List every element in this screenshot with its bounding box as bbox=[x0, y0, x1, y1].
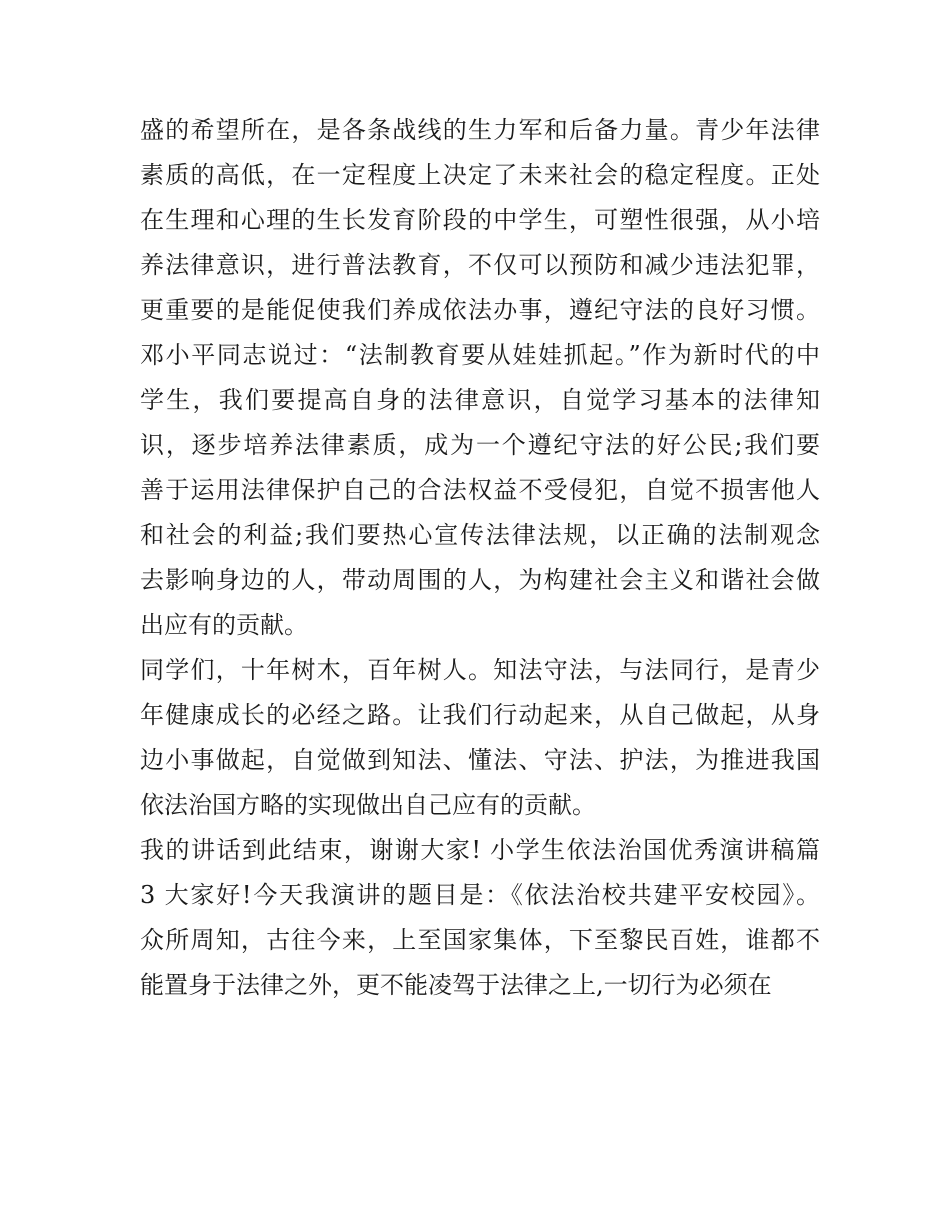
text-line: 邓小平同志说过：“法制教育要从娃娃抓起。”作为新时代的中 bbox=[140, 341, 820, 369]
text-line: 依法治国方略的实现做出自己应有的贡献。 bbox=[140, 791, 596, 819]
text-line: 更重要的是能促使我们养成依法办事，遵纪守法的良好习惯。 bbox=[140, 296, 820, 324]
text-line: 素质的高低，在一定程度上决定了未来社会的稳定程度。正处 bbox=[140, 161, 820, 189]
text-line: 3 大家好!今天我演讲的题目是：《依法治校共建平安校园》。 bbox=[140, 881, 820, 909]
body-text bbox=[140, 108, 820, 1008]
text-line: 善于运用法律保护自己的合法权益不受侵犯，自觉不损害他人 bbox=[140, 476, 820, 504]
text-line: 同学们，十年树木，百年树人。知法守法，与法同行，是青少 bbox=[140, 656, 820, 684]
text-line: 能置身于法律之外，更不能凌驾于法律之上,一切行为必须在 bbox=[140, 971, 772, 999]
text-line: 出应有的贡献。 bbox=[140, 611, 308, 639]
text-line: 众所周知，古往今来，上至国家集体，下至黎民百姓，谁都不 bbox=[140, 926, 820, 954]
text-line: 盛的希望所在，是各条战线的生力军和后备力量。青少年法律 bbox=[140, 116, 820, 144]
text-line: 和社会的利益;我们要热心宣传法律法规，以正确的法制观念 bbox=[140, 521, 820, 549]
text-line: 在生理和心理的生长发育阶段的中学生，可塑性很强，从小培 bbox=[140, 206, 820, 234]
text-line: 去影响身边的人，带动周围的人，为构建社会主义和谐社会做 bbox=[140, 566, 820, 594]
text-line: 识，逐步培养法律素质，成为一个遵纪守法的好公民;我们要 bbox=[140, 431, 820, 459]
text-line: 学生，我们要提高自身的法律意识，自觉学习基本的法律知 bbox=[140, 386, 820, 414]
text-line: 我的讲话到此结束，谢谢大家! 小学生依法治国优秀演讲稿篇 bbox=[140, 836, 820, 864]
text-line: 年健康成长的必经之路。让我们行动起来，从自己做起，从身 bbox=[140, 701, 820, 729]
text-line: 边小事做起，自觉做到知法、懂法、守法、护法，为推进我国 bbox=[140, 746, 820, 774]
text-line: 养法律意识，进行普法教育，不仅可以预防和减少违法犯罪， bbox=[140, 251, 820, 279]
